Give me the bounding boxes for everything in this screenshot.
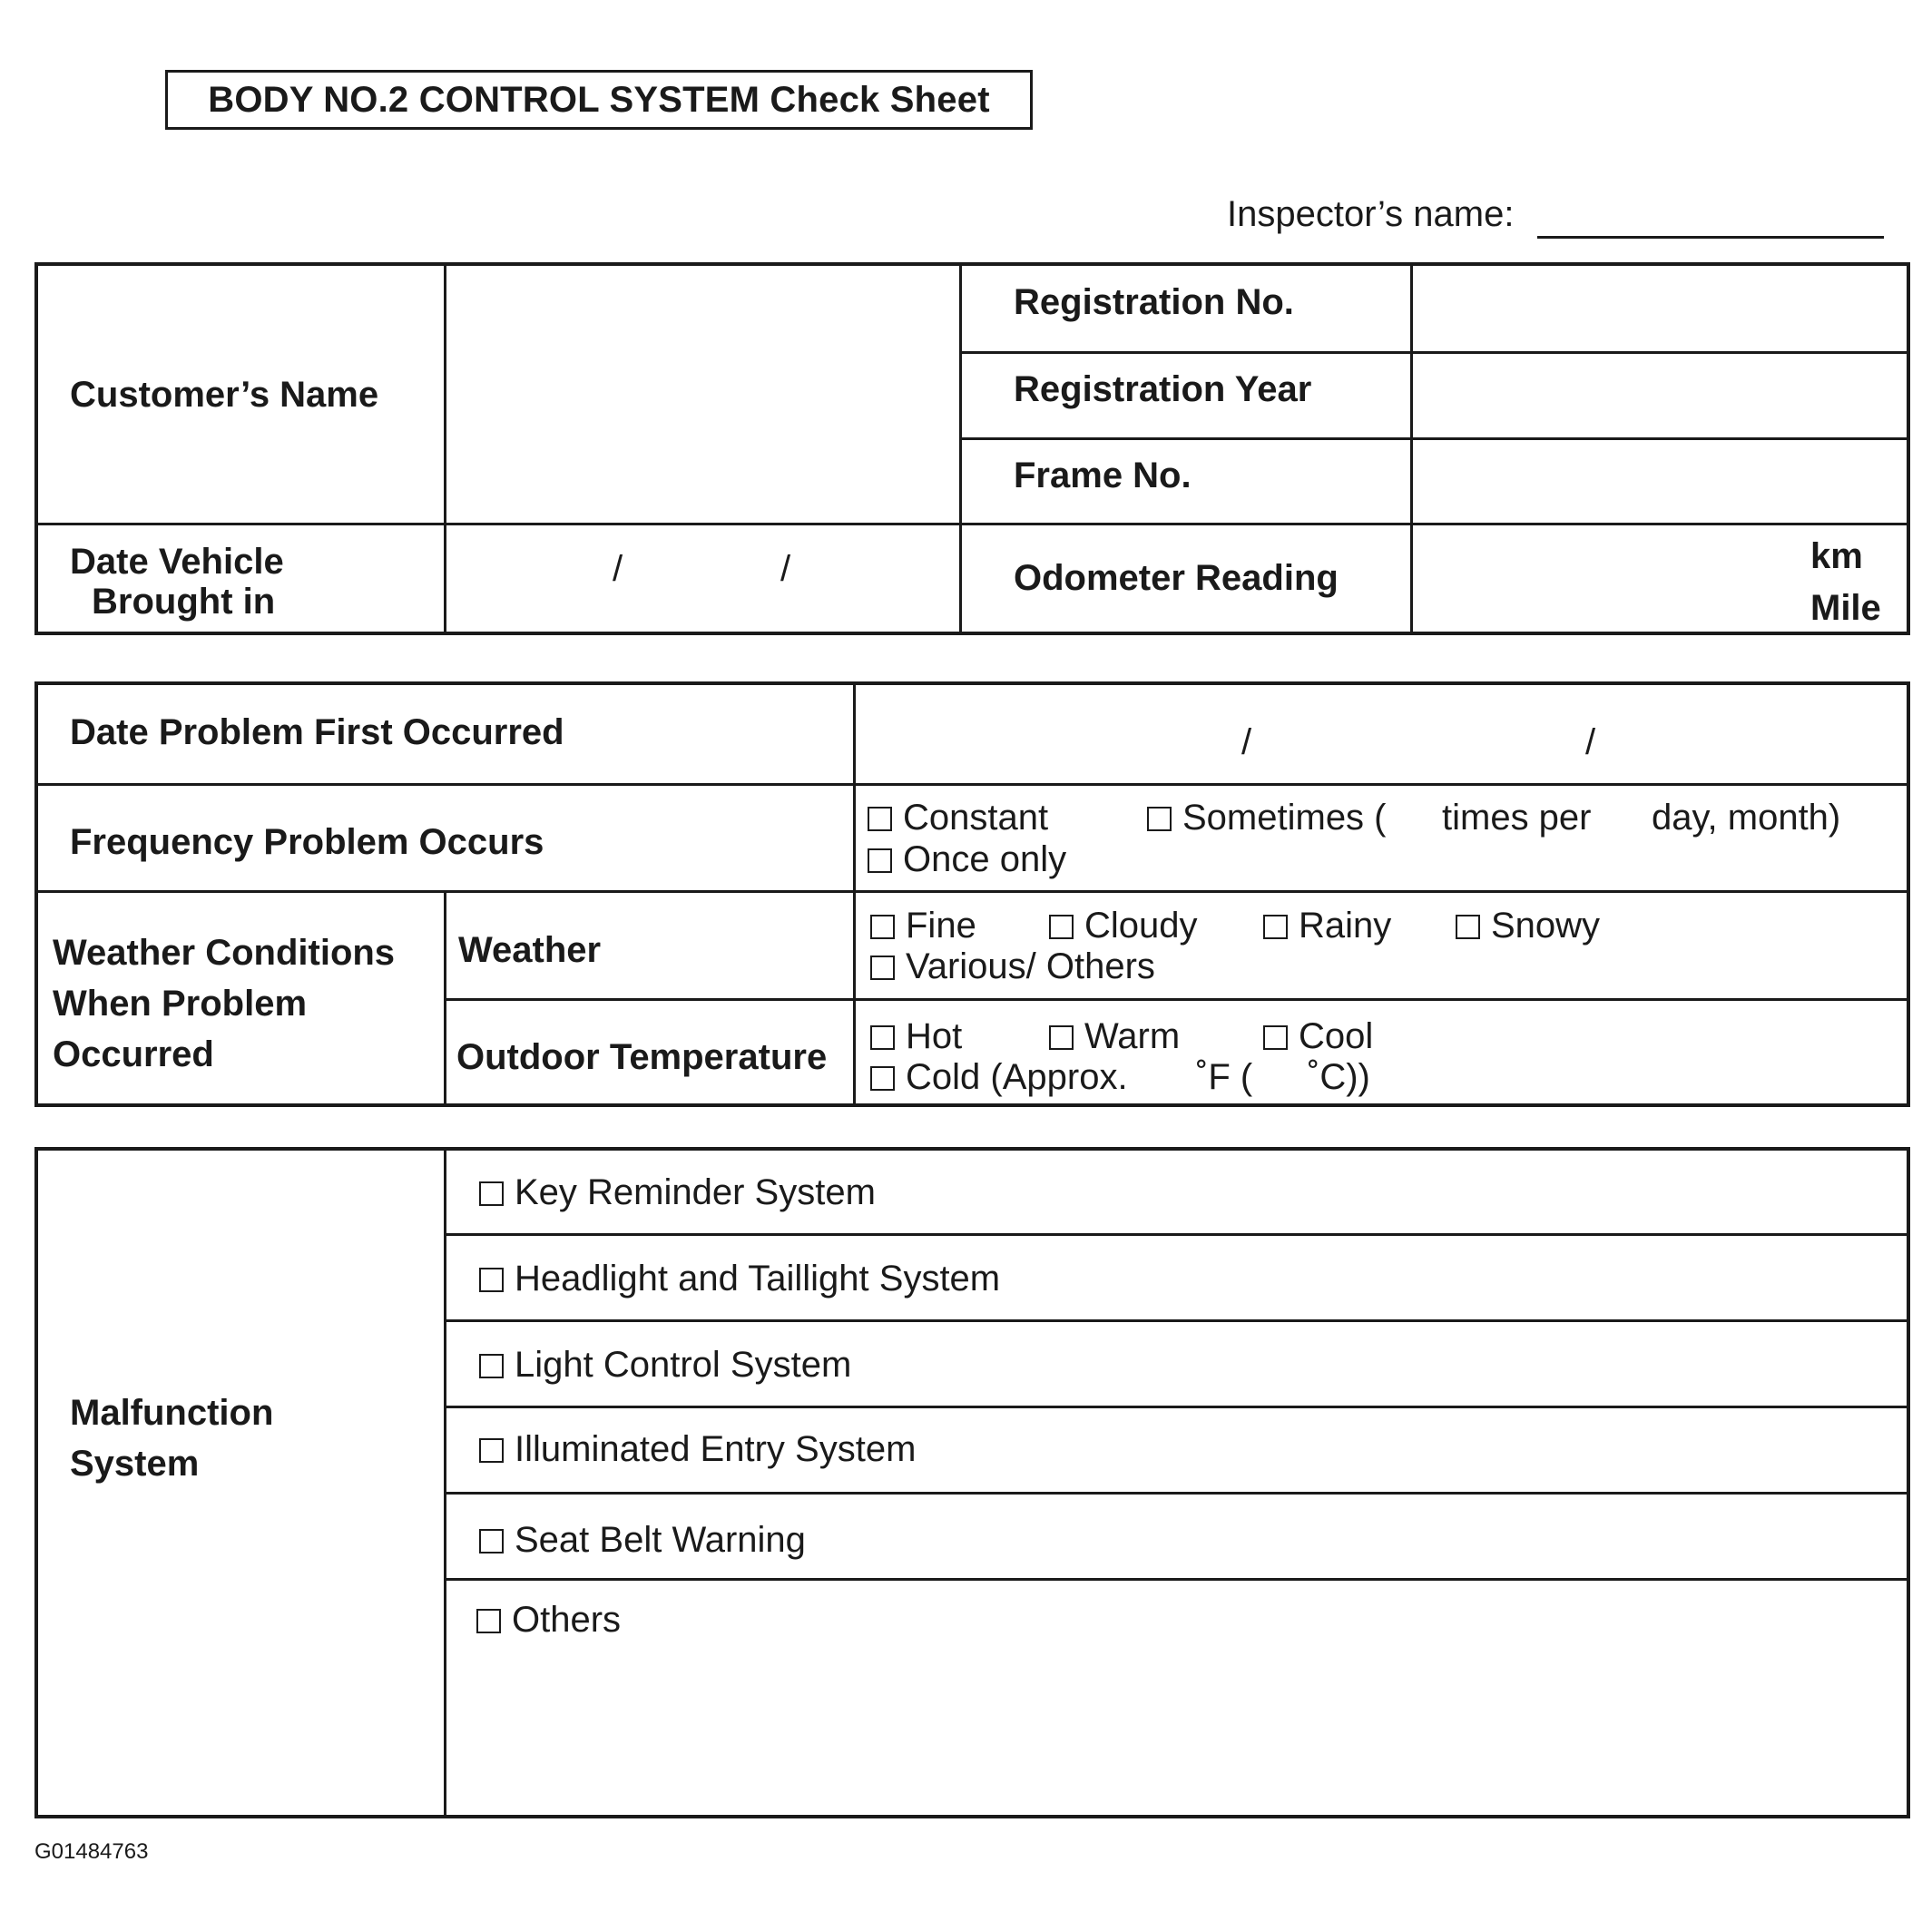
temp-cold-option[interactable]: Cold (Approx. bbox=[870, 1057, 1128, 1097]
unit-mile: Mile bbox=[1810, 588, 1881, 628]
date-vehicle-brought-in-label: Date Vehicle Brought in bbox=[70, 542, 284, 622]
malfunction-option-key-reminder[interactable]: Key Reminder System bbox=[479, 1172, 876, 1212]
checkbox[interactable] bbox=[870, 956, 895, 980]
malfunction-option-light-control[interactable]: Light Control System bbox=[479, 1345, 851, 1385]
malfunction-option-headlight-taillight[interactable]: Headlight and Taillight System bbox=[479, 1259, 1000, 1299]
temp-hot-option[interactable]: Hot bbox=[870, 1016, 962, 1056]
checkbox[interactable] bbox=[870, 1066, 895, 1091]
malfunction-option-seat-belt[interactable]: Seat Belt Warning bbox=[479, 1520, 806, 1560]
checkbox[interactable] bbox=[1049, 1025, 1074, 1050]
checkbox[interactable] bbox=[868, 848, 892, 873]
temp-fahrenheit-text: ˚F ( bbox=[1196, 1057, 1253, 1097]
checkbox[interactable] bbox=[479, 1181, 504, 1206]
checkbox[interactable] bbox=[479, 1354, 504, 1378]
customer-name-label: Customer’s Name bbox=[70, 375, 379, 415]
checkbox[interactable] bbox=[870, 915, 895, 939]
registration-year-field[interactable] bbox=[1414, 355, 1906, 436]
weather-rainy-option[interactable]: Rainy bbox=[1263, 906, 1391, 946]
registration-year-label: Registration Year bbox=[1014, 369, 1312, 409]
temp-warm-option[interactable]: Warm bbox=[1049, 1016, 1180, 1056]
registration-no-label: Registration No. bbox=[1014, 282, 1294, 322]
date-separator: / bbox=[1241, 722, 1252, 762]
odometer-reading-label: Odometer Reading bbox=[1014, 558, 1339, 598]
outdoor-temperature-label: Outdoor Temperature bbox=[456, 1037, 828, 1077]
checkbox[interactable] bbox=[868, 807, 892, 831]
registration-no-field[interactable] bbox=[1414, 266, 1906, 349]
inspector-label: Inspector’s name: bbox=[1227, 194, 1515, 234]
temp-celsius-text: ˚C)) bbox=[1308, 1057, 1370, 1097]
freq-sometimes-option[interactable]: Sometimes ( bbox=[1147, 798, 1387, 838]
weather-snowy-option[interactable]: Snowy bbox=[1456, 906, 1600, 946]
figure-code: G01484763 bbox=[34, 1839, 149, 1864]
malfunction-system-label: Malfunction System bbox=[70, 1393, 274, 1484]
date-separator: / bbox=[613, 549, 623, 589]
title-text: BODY NO.2 CONTROL SYSTEM Check Sheet bbox=[208, 79, 990, 120]
freq-times-per-text: times per bbox=[1442, 798, 1592, 838]
weather-cloudy-option[interactable]: Cloudy bbox=[1049, 906, 1198, 946]
odometer-field[interactable] bbox=[1414, 526, 1813, 632]
date-first-occurred-label: Date Problem First Occurred bbox=[70, 712, 564, 752]
checkbox[interactable] bbox=[1263, 915, 1288, 939]
checkbox[interactable] bbox=[479, 1529, 504, 1553]
freq-day-month-text: day, month) bbox=[1652, 798, 1841, 838]
date-separator: / bbox=[1585, 722, 1596, 762]
date-vehicle-field[interactable] bbox=[447, 526, 956, 632]
checkbox[interactable] bbox=[1263, 1025, 1288, 1050]
freq-once-option[interactable]: Once only bbox=[868, 839, 1066, 879]
freq-constant-option[interactable]: Constant bbox=[868, 798, 1048, 838]
frame-no-field[interactable] bbox=[1414, 441, 1906, 521]
frame-no-label: Frame No. bbox=[1014, 456, 1192, 495]
checkbox[interactable] bbox=[870, 1025, 895, 1050]
date-first-occurred-field[interactable] bbox=[857, 685, 1907, 781]
weather-label: Weather bbox=[458, 930, 602, 970]
frequency-label: Frequency Problem Occurs bbox=[70, 822, 544, 862]
malfunction-option-others[interactable]: Others bbox=[476, 1600, 621, 1640]
weather-various-option[interactable]: Various/ Others bbox=[870, 946, 1155, 986]
weather-conditions-label: Weather Conditions When Problem Occurred bbox=[53, 933, 396, 1074]
checkbox[interactable] bbox=[476, 1609, 501, 1633]
checkbox[interactable] bbox=[479, 1268, 504, 1292]
others-notes-field[interactable] bbox=[447, 1647, 1907, 1815]
checkbox[interactable] bbox=[479, 1438, 504, 1463]
checkbox[interactable] bbox=[1147, 807, 1172, 831]
weather-fine-option[interactable]: Fine bbox=[870, 906, 976, 946]
checkbox[interactable] bbox=[1049, 915, 1074, 939]
check-sheet-title bbox=[165, 70, 1033, 130]
temp-cool-option[interactable]: Cool bbox=[1263, 1016, 1373, 1056]
unit-km: km bbox=[1810, 536, 1863, 576]
date-separator: / bbox=[780, 549, 791, 589]
inspector-name-field[interactable] bbox=[1537, 236, 1884, 239]
customer-name-field[interactable] bbox=[447, 266, 956, 520]
checkbox[interactable] bbox=[1456, 915, 1480, 939]
malfunction-option-illuminated-entry[interactable]: Illuminated Entry System bbox=[479, 1429, 916, 1469]
